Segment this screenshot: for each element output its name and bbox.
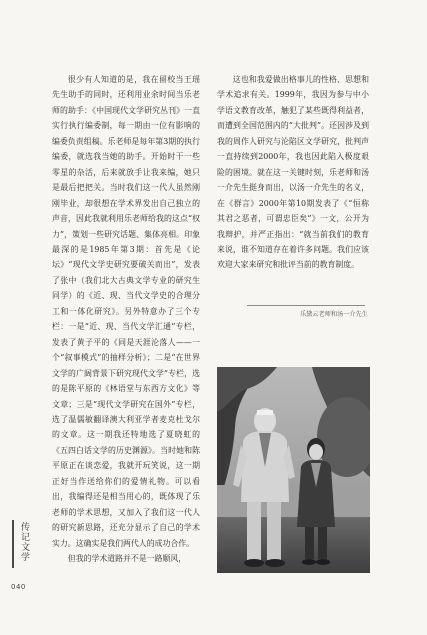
paragraph: 很少有人知道的是，我在留校当王瑶先生助手的同时，还利用业余时间当乐老师的助手：《中国现代文学研究丛刊》一直实行执行编委制，每一期由一位有影响的编委负责组稿。乐老师是每年第3期的执行编委，就选我当她的助手。开始时干一些零星的杂活，后来就放手让我来编，她只是最后把把关。当时我们这一代人虽然刚刚毕业，却很想在学术界发出自己独立的声音，因此我就利用乐老师给我的这点“权力”，策划一些研究话题、集体亮相。印象最深的是1985年第3期：首先是《论坛》“现代文学史研究要破关而出”，发表了张中（我们北大古典文学专业的研究生同学）的《近、现、当代文学史的合理分工和一体化研究》。另外特意办了三个专栏：一是“近、现、当代文学汇通”专栏，发表了黄子平的《同是天涯沦落人——一个“叙事模式”的抽样分析》；二是“在世界文学的广阔背景下研究现代文学”专栏，选的是陈平原的《林语堂与东西方文化》等文章；三是“现代文学研究在国外”专栏，选了温儒敏翻译澳大利亚学者麦克杜戈尔的文章。这一期我还特地选了夏晓虹的《五四白话文学的历史渊源》。当时她和陈平原正在谈恋爱，我就开玩笑说，这一期正好当作送给你们的爱情礼物。可以看出，我编得还是相当用心的，既体现了乐老师的学术思想，又加入了我们这一代人的研究新思路，还充分显示了自己的学术实力。这确实是我们两代人的成功合作。 xyxy=(52,75,200,548)
text-column-right xyxy=(217,72,369,273)
paragraph: 这也和我爱做出格事儿的性格、思想和学术追求有关。1999年，我因为参与中小学语文教育改革，触犯了某些既得利益者，而遭到全国范围内的“大批判”。还因涉及到我的周作人研究与沦陷区文学研究，批判声一直持续到2000年，我也因此陷入极度艰险的困境。就在这一关键时刻，乐老师和汤一介先生挺身而出，以汤一介先生的名义，在《群言》2000年第10期发表了《“恒称其君之恶者，可谓忠臣矣”》一文，公开为我辩护，并严正指出：“就当前我们的教育来说，谁不知道存在着许多问题。我们应该欢迎大家来研究和批评当前的教育制度。 xyxy=(217,75,369,270)
caption-divider xyxy=(247,305,365,306)
text-column-left xyxy=(52,72,200,567)
section-label: 传记文学 xyxy=(19,522,29,562)
page-number: 040 xyxy=(11,583,26,591)
paragraph: 但我的学术道路并不是一路顺风， xyxy=(67,554,187,564)
portrait-photo xyxy=(217,367,370,573)
photo-caption: 乐黛云老师和汤一介先生 xyxy=(299,311,368,318)
